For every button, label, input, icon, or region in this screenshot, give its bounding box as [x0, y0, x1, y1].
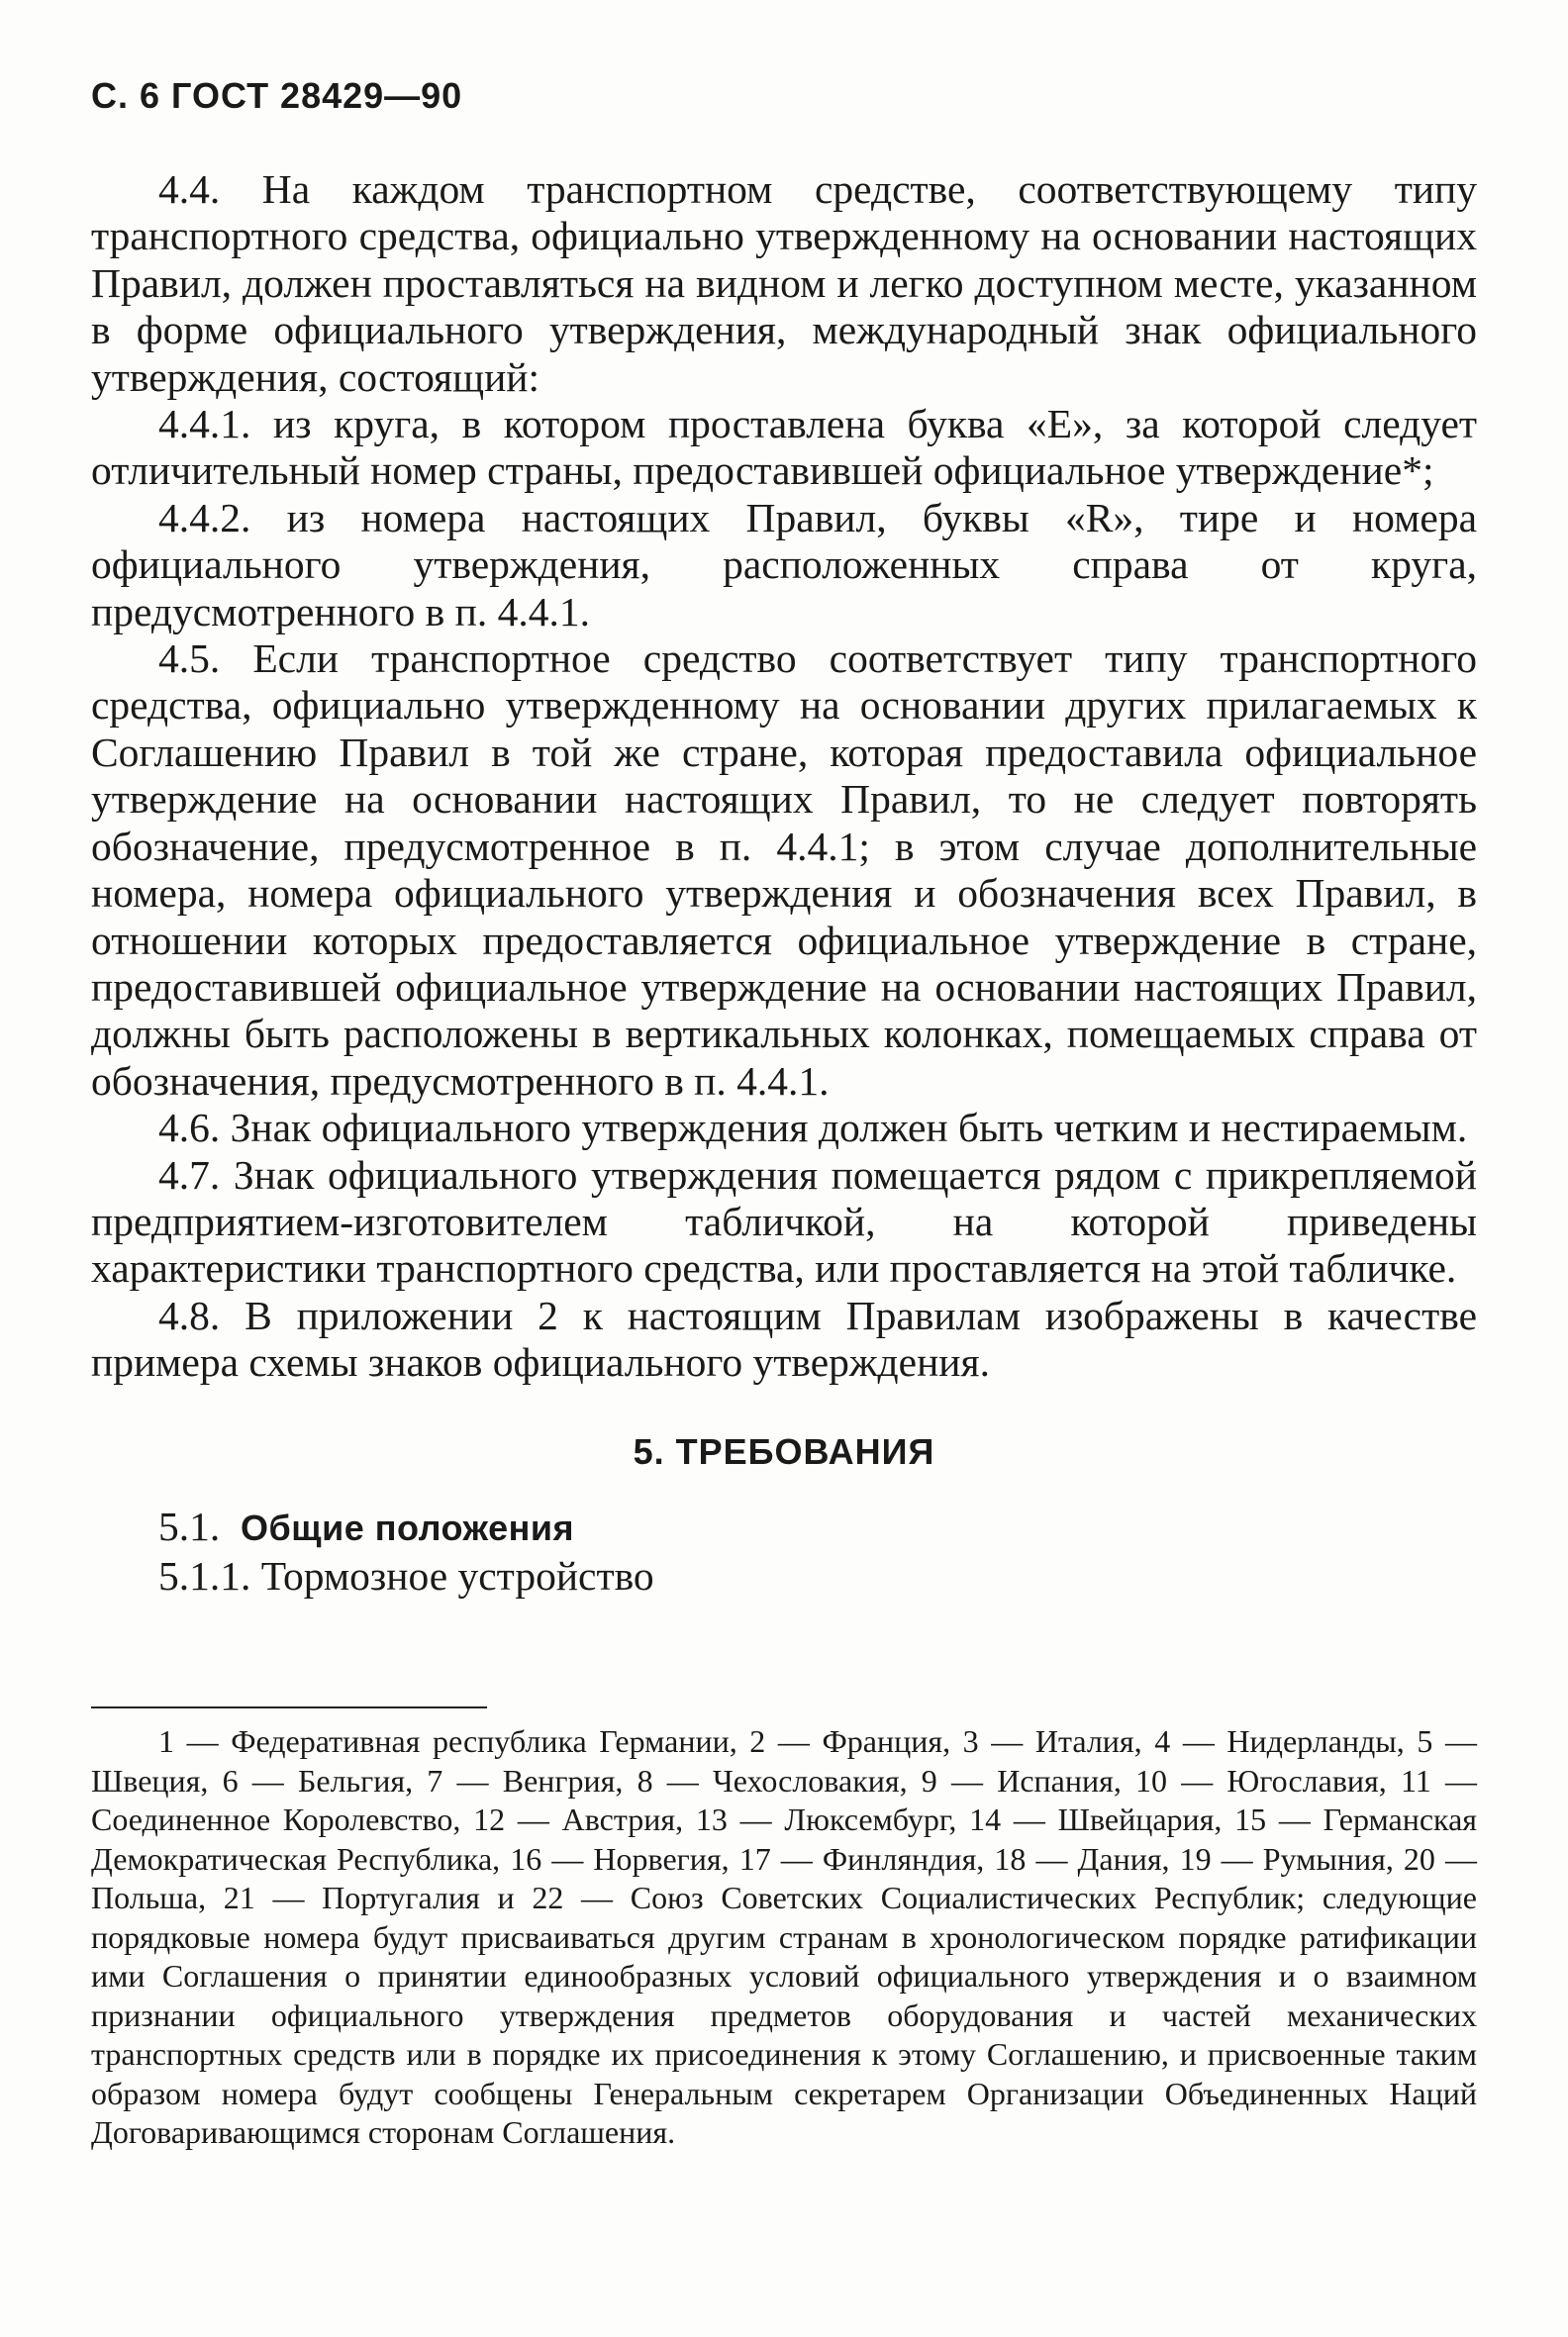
paragraph-4-4-2: 4.4.2. из номера настоящих Правил, буквы «R», тире и номера официального утверждения, расположенных справа от круга, предусмотренного в п. 4.4.1.	[91, 494, 1477, 634]
subsection-5-1	[91, 1503, 1477, 1552]
paragraph-4-4: 4.4. На каждом транспортном средстве, соответствующему типу транспортного средства, официально утвержденному на основании настоящих Правил, должен проставляться на видном и легко доступном месте, указанном в форме официального утверждения, международный знак официального утверждения, состоящий:	[91, 166, 1477, 400]
paragraph-4-6: 4.6. Знак официального утверждения должен быть четким и нестираемым.	[158, 1105, 1468, 1151]
paragraph-4-8: 4.8. В приложении 2 к настоящим Правилам изображены в качестве примера схемы знаков официального утверждения.	[91, 1292, 1477, 1386]
paragraph-4-7: 4.7. Знак официального утверждения помещается рядом с прикрепляемой предприятием-изготовителем табличкой, на которой приведены характеристики транспортного средства, или проставляется на этой табличке.	[91, 1151, 1477, 1292]
page-header: С. 6 ГОСТ 28429—90	[91, 75, 463, 116]
document-body	[91, 166, 1477, 1601]
footnote	[91, 1722, 1477, 2153]
subsection-5-1-title: Общие положения	[241, 1507, 574, 1548]
subsection-5-1-number: 5.1.	[158, 1503, 221, 1549]
footnote-divider	[91, 1706, 487, 1708]
subsection-5-1-1: 5.1.1. Тормозное устройство	[158, 1552, 654, 1599]
paragraph-4-4-1: 4.4.1. из круга, в котором проставлена буква «Е», за которой следует отличительный номер страны, предоставившей официальное утверждение*;	[91, 401, 1477, 494]
section-title: 5. ТРЕБОВАНИЯ	[633, 1430, 935, 1472]
footnote-text: 1 — Федеративная республика Германии, 2 — Франция, 3 — Италия, 4 — Нидерланды, 5 — Швеция, 6 — Бельгия, 7 — Венгрия, 8 — Чехословакия, 9 — Испания, 10 — Югославия, 11 — Соединенное Королевство, 12 — Австрия, 13 — Люксембург, 14 — Швейцария, 15 — Германская Демократическая Республика, 16 — Норвегия, 17 — Финляндия, 18 — Дания, 19 — Румыния, 20 — Польша, 21 — Португалия и 22 — Союз Советских Социалистических Республик; следующие порядковые номера будут присваиваться другим странам в хронологическом порядке ратификации ими Соглашения о принятии единообразных условий официального утверждения и о взаимном признании официального утверждения предметов оборудования и частей механических транспортных средств или в порядке их присоединения к этому Соглашению, и присвоенные таким образом номера будут сообщены Генеральным секретарем Организации Объединенных Наций Договаривающимся сторонам Соглашения.	[91, 1723, 1477, 2150]
paragraph-4-5: 4.5. Если транспортное средство соответствует типу транспортного средства, официально утвержденному на основании других прилагаемых к Соглашению Правил в той же стране, которая предоставила официальное утверждение на основании настоящих Правил, то не следует повторять обозначение, предусмотренное в п. 4.4.1; в этом случае дополнительные номера, номера официального утверждения и обозначения всех Правил, в отношении которых предоставляется официальное утверждение в стране, предоставившей официальное утверждение на основании настоящих Правил, должны быть расположены в вертикальных колонках, помещаемых справа от обозначения, предусмотренного в п. 4.4.1.	[91, 635, 1477, 1104]
